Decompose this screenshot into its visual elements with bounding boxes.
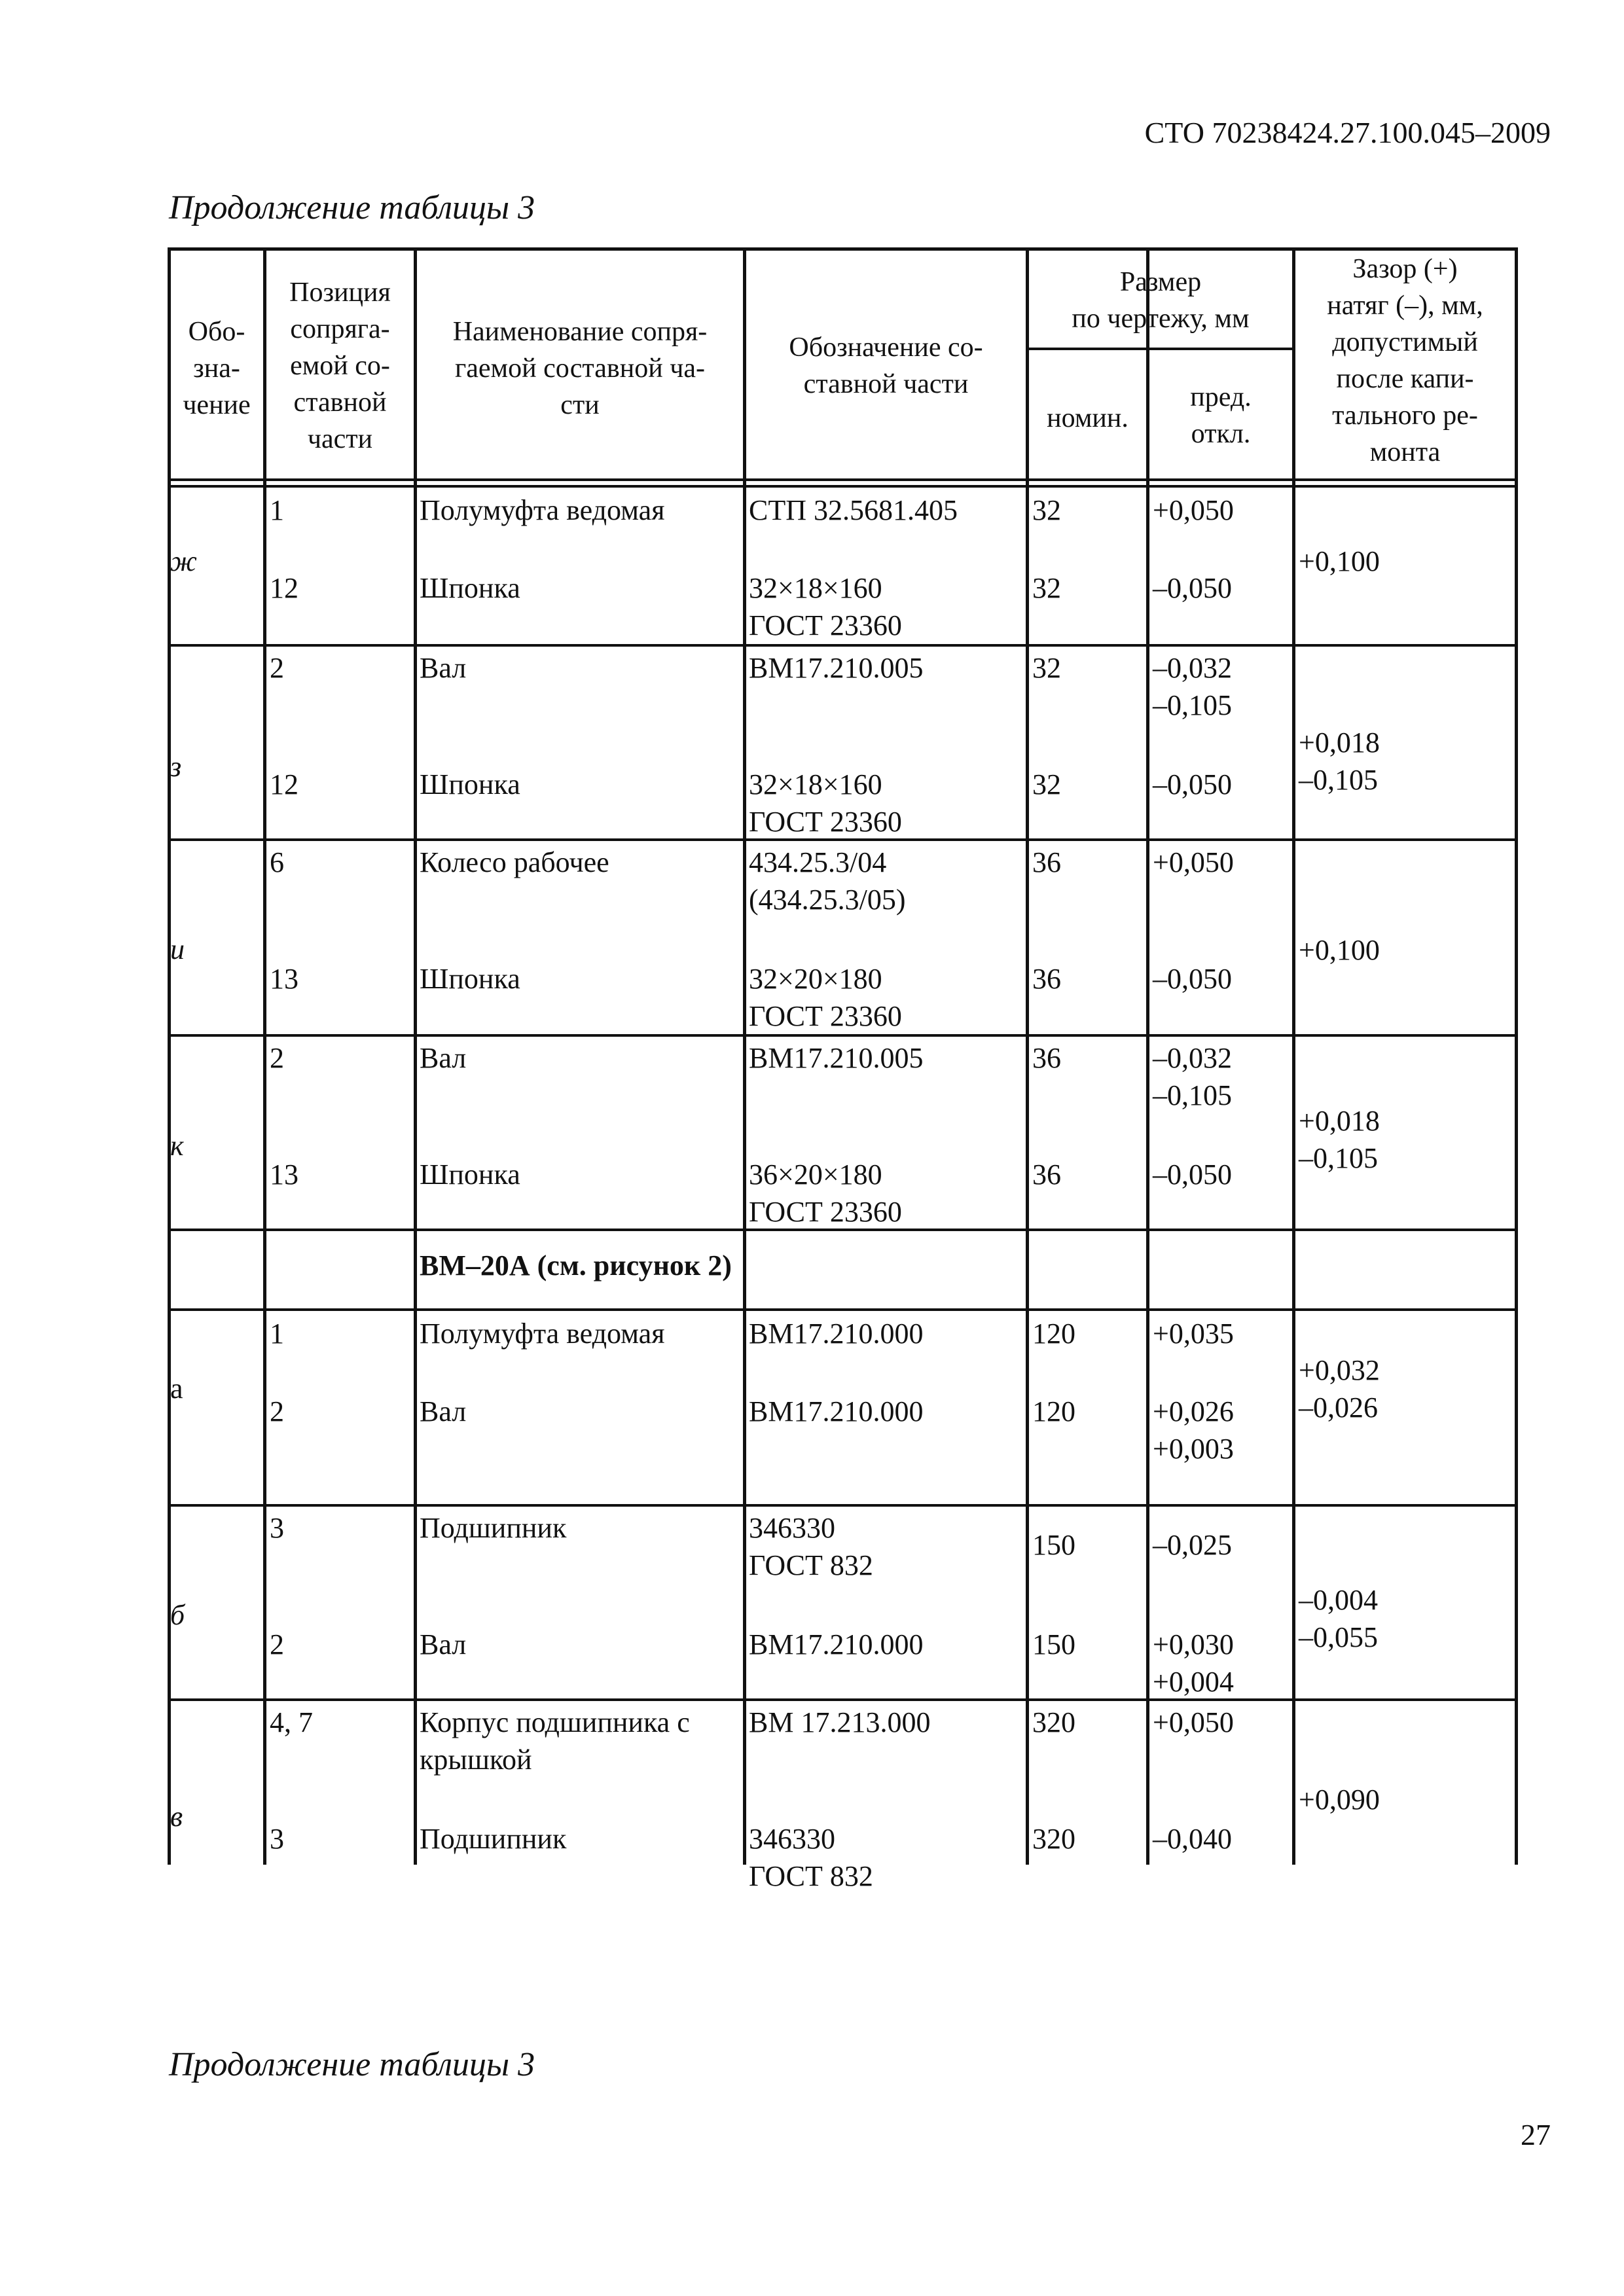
header-deviation (1149, 379, 1292, 452)
name-cell: Вал (420, 652, 467, 684)
deviation-cell: –0,050 (1153, 572, 1232, 604)
deviation-cell: +0,030 +0,004 (1153, 1628, 1234, 1698)
nominal-cell: 120 (1032, 1318, 1075, 1350)
header-bottom-rule (168, 485, 1518, 488)
designation-cell: ж (170, 545, 197, 577)
table-caption-top: Продолжение таблицы 3 (169, 189, 535, 226)
name-cell: Корпус подшипника с крышкой (420, 1706, 690, 1776)
deviation-cell: –0,025 (1153, 1529, 1232, 1561)
designation-cell: в (170, 1801, 183, 1833)
header-deviation-text: пред. откл. (1190, 382, 1252, 449)
group-divider (168, 1034, 1518, 1037)
table-border-right (1515, 251, 1518, 1865)
page-number: 27 (1521, 2118, 1551, 2151)
designation-cell: и (170, 933, 185, 965)
header-bottom-rule (168, 478, 1518, 481)
part-code-cell: 32×20×180 ГОСТ 23360 (749, 963, 902, 1032)
position-cell: 1 (270, 494, 284, 526)
nominal-cell: 150 (1032, 1529, 1075, 1561)
nominal-cell: 36 (1032, 1042, 1061, 1074)
name-cell: Шпонка (420, 963, 520, 995)
position-cell: 6 (270, 846, 284, 878)
position-cell: 2 (270, 1628, 284, 1660)
deviation-cell: +0,050 (1153, 846, 1234, 878)
nominal-cell: 32 (1032, 652, 1061, 684)
column-divider (1292, 251, 1295, 1865)
group-divider (168, 838, 1518, 841)
nominal-cell: 32 (1032, 572, 1061, 604)
position-cell: 3 (270, 1512, 284, 1544)
clearance-cell: –0,004 –0,055 (1299, 1584, 1378, 1653)
name-cell: Вал (420, 1628, 467, 1660)
deviation-cell: +0,035 (1153, 1318, 1234, 1350)
group-divider (168, 1308, 1518, 1311)
deviation-cell: –0,032 –0,105 (1153, 1042, 1232, 1111)
designation-cell: з (170, 751, 182, 783)
parts-fit-table (168, 247, 1518, 1892)
part-code-cell: 346330 ГОСТ 832 (749, 1512, 873, 1581)
clearance-cell: +0,090 (1299, 1784, 1380, 1816)
name-cell: Подшипник (420, 1512, 567, 1544)
part-code-cell: 32×18×160 ГОСТ 23360 (749, 572, 902, 641)
header-position (266, 274, 414, 457)
header-clearance (1295, 251, 1515, 471)
header-part-code-text: Обозначение со- ставной части (789, 332, 983, 399)
nominal-cell: 32 (1032, 768, 1061, 800)
deviation-cell: –0,032 –0,105 (1153, 652, 1232, 721)
clearance-cell: +0,100 (1299, 934, 1380, 966)
nominal-cell: 32 (1032, 494, 1061, 526)
part-code-cell: ВМ17.210.000 (749, 1318, 924, 1350)
designation-cell: к (170, 1130, 184, 1162)
column-divider (414, 251, 417, 1865)
clearance-cell: +0,018 –0,105 (1299, 1105, 1380, 1174)
header-nominal-text: номин. (1047, 403, 1128, 433)
header-size-group (1029, 264, 1292, 337)
designation-cell: а (170, 1372, 183, 1405)
header-designation (170, 314, 263, 423)
part-code-cell: ВМ 17.213.000 (749, 1706, 931, 1738)
name-cell: Шпонка (420, 768, 520, 800)
nominal-cell: 36 (1032, 1158, 1061, 1191)
header-designation-text: Обо- зна- чение (183, 317, 251, 420)
header-position-text: Позиция сопряга- емой со- ставной части (289, 278, 391, 454)
deviation-cell: –0,050 (1153, 1158, 1232, 1191)
position-cell: 3 (270, 1823, 284, 1855)
section-title: ВМ–20А (см. рисунок 2) (420, 1249, 732, 1282)
part-code-cell: ВМ17.210.005 (749, 1042, 924, 1074)
nominal-cell: 320 (1032, 1823, 1075, 1855)
header-nominal (1029, 400, 1146, 437)
deviation-cell: –0,050 (1153, 768, 1232, 800)
nominal-cell: 36 (1032, 963, 1061, 995)
column-divider (1026, 251, 1029, 1865)
column-divider (743, 251, 746, 1865)
name-cell: Вал (420, 1042, 467, 1074)
deviation-cell: –0,050 (1153, 963, 1232, 995)
deviation-cell: +0,050 (1153, 1706, 1234, 1738)
header-name (417, 314, 743, 423)
nominal-cell: 320 (1032, 1706, 1075, 1738)
position-cell: 12 (270, 768, 298, 800)
nominal-cell: 150 (1032, 1628, 1075, 1660)
position-cell: 4, 7 (270, 1706, 313, 1738)
table-caption-bottom: Продолжение таблицы 3 (169, 2046, 535, 2083)
deviation-cell: +0,050 (1153, 494, 1234, 526)
clearance-cell: +0,018 –0,105 (1299, 726, 1380, 796)
deviation-cell: –0,040 (1153, 1823, 1232, 1855)
name-cell: Шпонка (420, 572, 520, 604)
nominal-cell: 36 (1032, 846, 1061, 878)
clearance-cell: +0,100 (1299, 545, 1380, 577)
position-cell: 13 (270, 1158, 298, 1191)
header-size-group-text: Размер по чертежу, мм (1072, 267, 1250, 334)
designation-cell: б (170, 1599, 185, 1631)
header-subdivider (1026, 348, 1293, 350)
group-divider (168, 1504, 1518, 1507)
part-code-cell: 346330 ГОСТ 832 (749, 1823, 873, 1892)
column-divider (263, 251, 266, 1865)
position-cell: 12 (270, 572, 298, 604)
name-cell: Подшипник (420, 1823, 567, 1855)
name-cell: Полумуфта ведомая (420, 494, 665, 526)
part-code-cell: СТП 32.5681.405 (749, 494, 958, 526)
group-divider (168, 1698, 1518, 1701)
header-name-text: Наименование сопря- гаемой составной ча- сти (452, 317, 708, 420)
part-code-cell: 434.25.3/04 (434.25.3/05) (749, 846, 906, 916)
part-code-cell: ВМ17.210.000 (749, 1628, 924, 1660)
position-cell: 2 (270, 652, 284, 684)
column-divider (1146, 251, 1149, 1865)
position-cell: 13 (270, 963, 298, 995)
header-part-code (746, 329, 1026, 403)
deviation-cell: +0,026 +0,003 (1153, 1395, 1234, 1465)
name-cell: Шпонка (420, 1158, 520, 1191)
part-code-cell: ВМ17.210.000 (749, 1395, 924, 1427)
clearance-cell: +0,032 –0,026 (1299, 1354, 1380, 1424)
name-cell: Колесо рабочее (420, 846, 609, 878)
position-cell: 2 (270, 1042, 284, 1074)
header-clearance-text: Зазор (+) натяг (–), мм, допустимый после капи- тального ре- монта (1327, 254, 1483, 467)
group-divider (168, 1229, 1518, 1231)
part-code-cell: 32×18×160 ГОСТ 23360 (749, 768, 902, 838)
document-code: СТО 70238424.27.100.045–2009 (1144, 116, 1551, 149)
position-cell: 2 (270, 1395, 284, 1427)
part-code-cell: 36×20×180 ГОСТ 23360 (749, 1158, 902, 1228)
name-cell: Вал (420, 1395, 467, 1427)
nominal-cell: 120 (1032, 1395, 1075, 1427)
group-divider (168, 644, 1518, 647)
name-cell: Полумуфта ведомая (420, 1318, 665, 1350)
position-cell: 1 (270, 1318, 284, 1350)
part-code-cell: ВМ17.210.005 (749, 652, 924, 684)
